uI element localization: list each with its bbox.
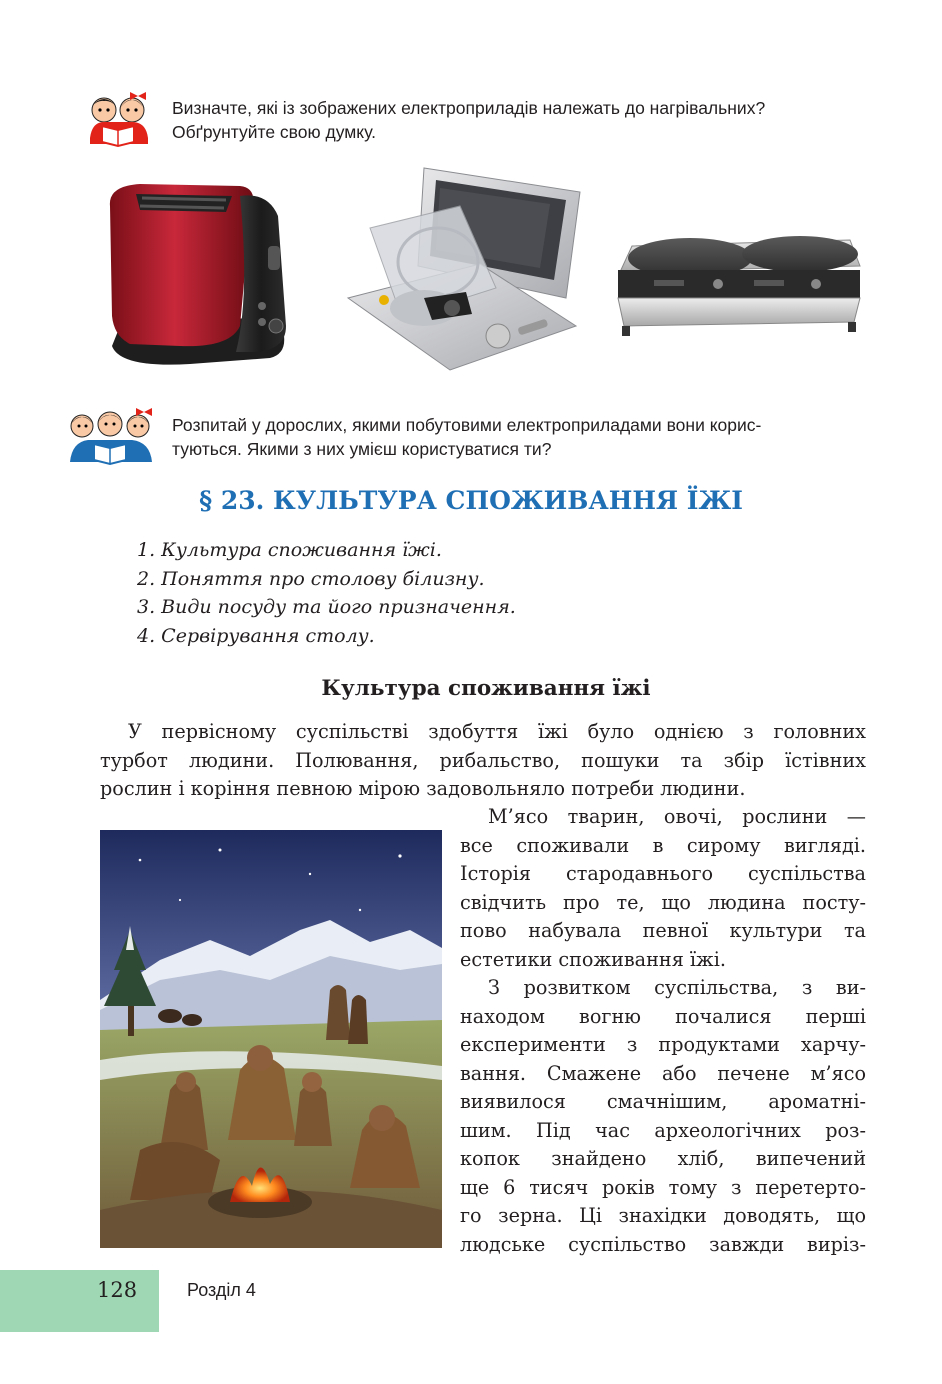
portable-dvd-player-image [340, 158, 586, 374]
section-outline [137, 536, 516, 650]
outline-item: 4. Сервірування столу. [137, 624, 375, 647]
paragraph-line: виявилося смачнішим, ароматні- [460, 1090, 866, 1113]
toaster-image [100, 176, 300, 372]
task-2-line-1: Розпитай у дорослих, якими побутовими електроприладами вони корис- [172, 415, 762, 435]
task-1-line-1: Визначте, які із зображених електроприладів належать до нагрівальних? [172, 98, 766, 118]
three-kids-discussion-icon [66, 406, 156, 468]
paragraph-line: вання. Смажене або печене м’ясо [460, 1061, 866, 1085]
column-paragraph [460, 803, 866, 1259]
paragraph-line: рослин і коріння певною мірою задовольняло потреби людини. [100, 777, 746, 800]
task-2-line-2: туються. Якими з них умієш користуватися ти? [172, 439, 552, 459]
intro-paragraph [100, 718, 866, 804]
paragraph-line: шим. Під час археологічних роз- [460, 1118, 866, 1142]
paragraph-line: го зерна. Ці знахідки доводять, що [460, 1204, 866, 1227]
outline-item: 3. Види посуду та його призначення. [137, 596, 516, 619]
outline-item: 1. Культура споживання їжі. [137, 539, 442, 561]
paragraph-line: людське суспільство завжди виріз- [460, 1232, 866, 1256]
sub-heading: Культура споживання їжі [321, 676, 651, 701]
section-title: § 23. КУЛЬТУРА СПОЖИВАННЯ ЇЖІ [199, 486, 743, 515]
page-number: 128 [97, 1278, 138, 1302]
paragraph-line: естетики споживання їжі. [460, 947, 726, 971]
prehistoric-people-campfire-illustration [100, 830, 442, 1248]
paragraph-line: турбот людини. Полювання, рибальство, пошуки та збір їстівних [100, 748, 866, 772]
paragraph-line: копок знайдено хліб, випечений [460, 1147, 866, 1170]
task-1-line-2: Обґрунтуйте свою думку. [172, 122, 377, 142]
outline-item: 2. Поняття про столову білизну. [137, 567, 485, 590]
paragraph-line: У первісному суспільстві здобуття їжі було однією з головних [128, 720, 866, 743]
paragraph-line: пово набувала певної культури та [460, 919, 866, 942]
paragraph-line: експерименти з продуктами харчу- [460, 1033, 866, 1056]
paragraph-line: все споживали в сирому вигляді. [460, 833, 866, 857]
chapter-label: Розділ 4 [187, 1280, 256, 1300]
paragraph-line: Історія стародавнього суспільства [460, 862, 866, 885]
two-kids-reading-icon [84, 92, 154, 152]
double-electric-hotplate-image [614, 226, 864, 342]
paragraph-line: находом вогню почалися перші [460, 1004, 866, 1028]
paragraph-line: свідчить про те, що людина посту- [460, 890, 866, 914]
task-2-text [172, 413, 761, 461]
task-1-text [172, 96, 765, 144]
paragraph-line: М’ясо тварин, овочі, рослини — [488, 805, 866, 828]
paragraph-line: З розвитком суспільства, з ви- [488, 976, 866, 999]
paragraph-line: ще 6 тисяч років тому з перетерто- [460, 1175, 866, 1199]
